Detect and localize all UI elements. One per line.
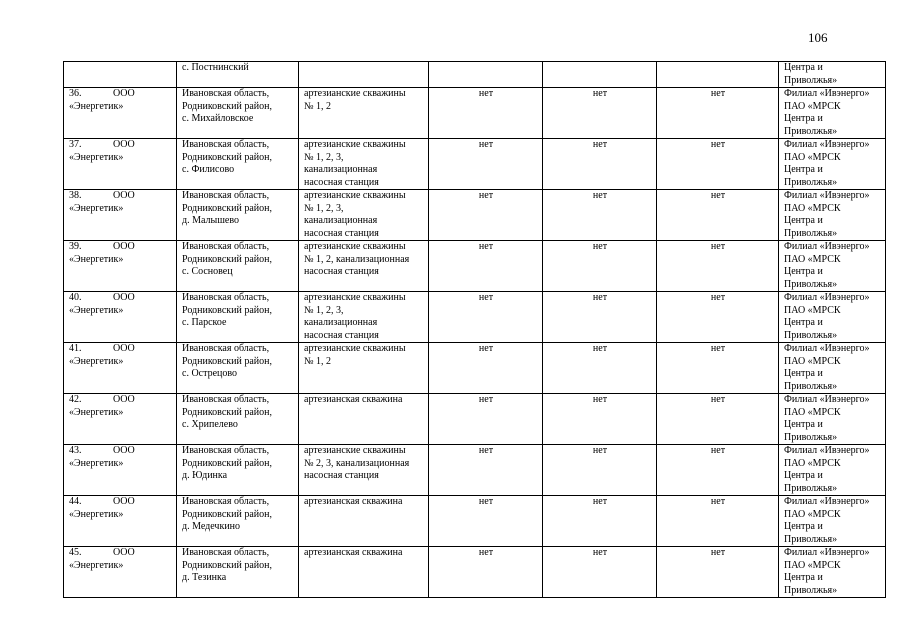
row-number: 45. [69, 547, 82, 558]
cell-location: Ивановская область, Родниковский район, с. Парское [177, 292, 299, 343]
cell-organization [64, 292, 177, 343]
cell-objects: артезианские скважины № 1, 2 [299, 343, 429, 394]
cell-col6: нет [657, 445, 779, 496]
org-form: ООО [113, 139, 135, 150]
cell-col6: нет [657, 343, 779, 394]
cell-col6: нет [657, 241, 779, 292]
cell-organization [64, 88, 177, 139]
org-form: ООО [113, 88, 135, 99]
cell-organization [64, 241, 177, 292]
table-row [64, 547, 886, 598]
table-row [64, 496, 886, 547]
cell-organization [64, 445, 177, 496]
cell-col5: нет [543, 190, 657, 241]
cell-col4: нет [429, 88, 543, 139]
cell-col5: нет [543, 496, 657, 547]
cell-objects: артезианская скважина [299, 496, 429, 547]
org-form: ООО [113, 241, 135, 252]
cell-col5: нет [543, 241, 657, 292]
cell-col5: нет [543, 394, 657, 445]
cell-col4: нет [429, 292, 543, 343]
page-number: 106 [808, 30, 828, 45]
cell-col6 [657, 62, 779, 88]
cell-organization [64, 496, 177, 547]
cell-location: Ивановская область, Родниковский район, с. Михайловское [177, 88, 299, 139]
org-name: «Энергетик» [69, 406, 124, 418]
cell-organization [64, 190, 177, 241]
cell-col4: нет [429, 496, 543, 547]
cell-owner: Центра и Приволжья» [779, 62, 886, 88]
row-number: 40. [69, 292, 82, 303]
cell-owner: Филиал «Ивэнерго» ПАО «МРСК Центра и Приволжья» [779, 88, 886, 139]
cell-location: Ивановская область, Родниковский район, с. Острецово [177, 343, 299, 394]
cell-objects: артезианские скважины № 2, 3, канализационная насосная станция [299, 445, 429, 496]
org-name: «Энергетик» [69, 355, 124, 367]
cell-location: Ивановская область, Родниковский район, д. Медечкино [177, 496, 299, 547]
org-name: «Энергетик» [69, 253, 124, 265]
table-row [64, 292, 886, 343]
table-row [64, 394, 886, 445]
cell-objects: артезианские скважины № 1, 2, 3, канализационная насосная станция [299, 190, 429, 241]
cell-location: Ивановская область, Родниковский район, д. Малышево [177, 190, 299, 241]
cell-owner: Филиал «Ивэнерго» ПАО «МРСК Центра и Приволжья» [779, 292, 886, 343]
cell-owner: Филиал «Ивэнерго» ПАО «МРСК Центра и Приволжья» [779, 445, 886, 496]
cell-col6: нет [657, 190, 779, 241]
cell-organization [64, 139, 177, 190]
row-number: 37. [69, 139, 82, 150]
cell-owner: Филиал «Ивэнерго» ПАО «МРСК Центра и Приволжья» [779, 139, 886, 190]
table-row [64, 139, 886, 190]
cell-location: Ивановская область, Родниковский район, с. Хрипелево [177, 394, 299, 445]
cell-owner: Филиал «Ивэнерго» ПАО «МРСК Центра и Приволжья» [779, 496, 886, 547]
cell-objects: артезианские скважины № 1, 2, 3, канализационная насосная станция [299, 139, 429, 190]
org-name: «Энергетик» [69, 457, 124, 469]
row-number: 44. [69, 496, 82, 507]
cell-organization [64, 343, 177, 394]
cell-col4: нет [429, 445, 543, 496]
row-number: 38. [69, 190, 82, 201]
table-row [64, 445, 886, 496]
cell-organization [64, 394, 177, 445]
cell-owner: Филиал «Ивэнерго» ПАО «МРСК Центра и Приволжья» [779, 343, 886, 394]
cell-location: Ивановская область, Родниковский район, с. Сосновец [177, 241, 299, 292]
cell-col6: нет [657, 292, 779, 343]
cell-col5: нет [543, 292, 657, 343]
table-body [64, 62, 886, 598]
row-number: 36. [69, 88, 82, 99]
cell-col5 [543, 62, 657, 88]
org-form: ООО [113, 190, 135, 201]
org-name: «Энергетик» [69, 100, 124, 112]
cell-location: Ивановская область, Родниковский район, с. Филисово [177, 139, 299, 190]
cell-owner: Филиал «Ивэнерго» ПАО «МРСК Центра и Приволжья» [779, 547, 886, 598]
cell-col4: нет [429, 241, 543, 292]
cell-col4: нет [429, 343, 543, 394]
cell-col5: нет [543, 547, 657, 598]
cell-col4: нет [429, 190, 543, 241]
org-form: ООО [113, 292, 135, 303]
cell-col4 [429, 62, 543, 88]
cell-col4: нет [429, 139, 543, 190]
org-form: ООО [113, 343, 135, 354]
org-name: «Энергетик» [69, 202, 124, 214]
cell-col4: нет [429, 547, 543, 598]
org-name: «Энергетик» [69, 508, 124, 520]
cell-col6: нет [657, 394, 779, 445]
org-name: «Энергетик» [69, 304, 124, 316]
org-form: ООО [113, 496, 135, 507]
continuation-row [64, 62, 886, 88]
cell-organization [64, 62, 177, 88]
cell-location: с. Постнинский [177, 62, 299, 88]
cell-col5: нет [543, 88, 657, 139]
document-table [63, 61, 886, 598]
cell-objects: артезианская скважина [299, 394, 429, 445]
row-number: 41. [69, 343, 82, 354]
cell-col5: нет [543, 445, 657, 496]
cell-col5: нет [543, 343, 657, 394]
cell-location: Ивановская область, Родниковский район, д. Тезинка [177, 547, 299, 598]
cell-col6: нет [657, 88, 779, 139]
row-number: 43. [69, 445, 82, 456]
table-row [64, 88, 886, 139]
cell-objects: артезианские скважины № 1, 2, канализационная насосная станция [299, 241, 429, 292]
cell-col5: нет [543, 139, 657, 190]
cell-col4: нет [429, 394, 543, 445]
org-form: ООО [113, 445, 135, 456]
row-number: 42. [69, 394, 82, 405]
cell-owner: Филиал «Ивэнерго» ПАО «МРСК Центра и Приволжья» [779, 241, 886, 292]
cell-col6: нет [657, 496, 779, 547]
org-name: «Энергетик» [69, 559, 124, 571]
table-row [64, 343, 886, 394]
cell-objects: артезианские скважины № 1, 2, 3, канализационная насосная станция [299, 292, 429, 343]
cell-organization [64, 547, 177, 598]
cell-col6: нет [657, 139, 779, 190]
cell-objects [299, 62, 429, 88]
cell-owner: Филиал «Ивэнерго» ПАО «МРСК Центра и Приволжья» [779, 190, 886, 241]
org-name: «Энергетик» [69, 151, 124, 163]
cell-location: Ивановская область, Родниковский район, д. Юдинка [177, 445, 299, 496]
org-form: ООО [113, 547, 135, 558]
cell-objects: артезианские скважины № 1, 2 [299, 88, 429, 139]
cell-objects: артезианская скважина [299, 547, 429, 598]
table-row [64, 190, 886, 241]
row-number: 39. [69, 241, 82, 252]
org-form: ООО [113, 394, 135, 405]
cell-owner: Филиал «Ивэнерго» ПАО «МРСК Центра и Приволжья» [779, 394, 886, 445]
table-row [64, 241, 886, 292]
cell-col6: нет [657, 547, 779, 598]
